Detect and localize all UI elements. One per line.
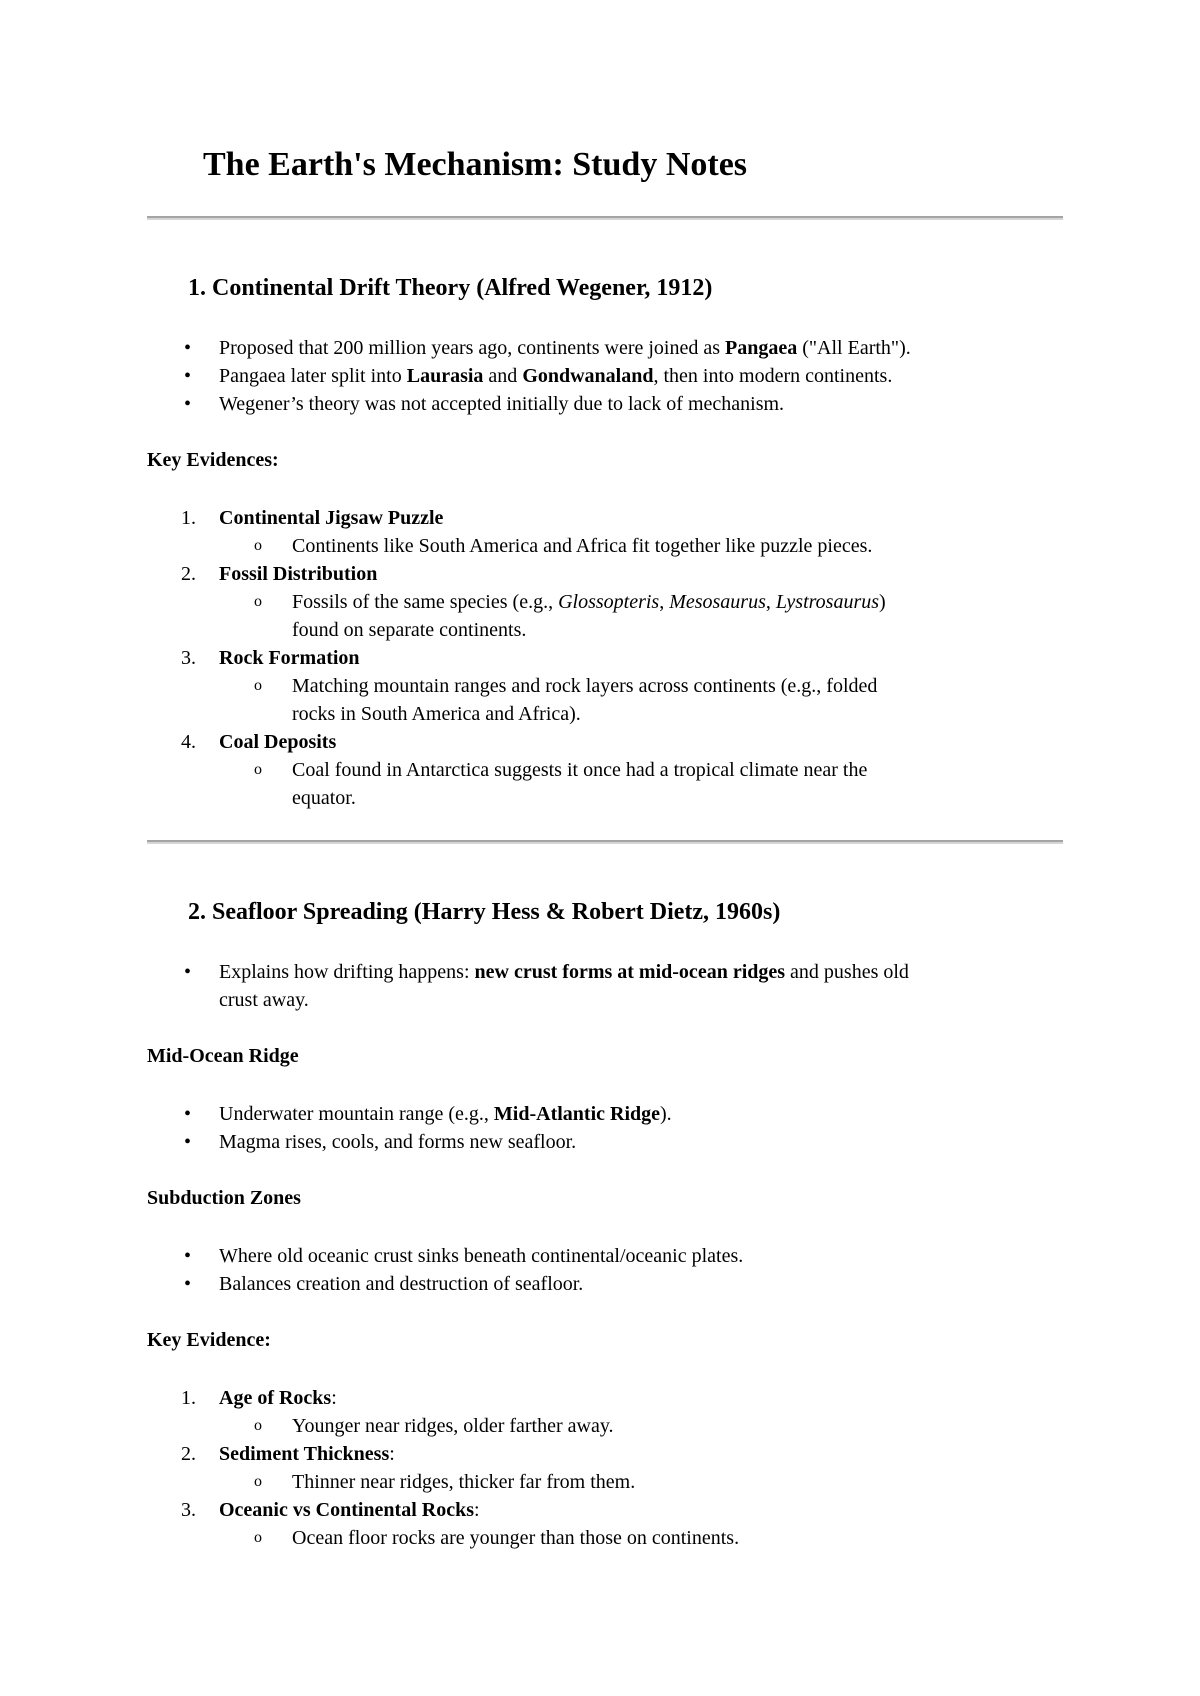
bullet-item: Balances creation and destruction of seafloor. [219,1273,584,1295]
subheading: Subduction Zones [147,1187,301,1209]
bullet-item: Where old oceanic crust sinks beneath continental/oceanic plates. [219,1245,744,1267]
section-heading: 1. Continental Drift Theory (Alfred Wegener, 1912) [188,275,713,301]
page-title: The Earth's Mechanism: Study Notes [203,146,748,183]
section-heading: 2. Seafloor Spreading (Harry Hess & Robert Dietz, 1960s) [188,899,781,925]
evidence-detail: Coal found in Antarctica suggests it once had a tropical climate near the [292,759,868,781]
bullet-glyph: • [184,1273,192,1295]
evidence-detail: equator. [292,787,356,809]
bullet-glyph: • [184,961,192,983]
divider [147,216,1063,220]
evidence-title: Sediment Thickness: [219,1443,395,1465]
evidence-title: Fossil Distribution [219,563,378,585]
sub-bullet-glyph: o [254,593,262,610]
evidence-detail: Ocean floor rocks are younger than those on continents. [292,1527,740,1549]
list-number: 1. [181,507,196,529]
sub-bullet-glyph: o [254,761,262,778]
bullet-glyph: • [184,393,192,415]
list-number: 3. [181,647,196,669]
sub-bullet-glyph: o [254,1473,262,1490]
evidence-title: Continental Jigsaw Puzzle [219,507,444,529]
bullet-item: Pangaea later split into Laurasia and Gondwanaland, then into modern continents. [219,365,893,387]
subheading: Key Evidence: [147,1329,271,1351]
bullet-item: Explains how drifting happens: new crust forms at mid-ocean ridges and pushes old [219,961,909,983]
bullet-glyph: • [184,365,192,387]
bullet-item: Proposed that 200 million years ago, continents were joined as Pangaea ("All Earth"). [219,337,911,359]
list-number: 4. [181,731,196,753]
evidence-title: Rock Formation [219,647,360,669]
list-number: 2. [181,563,196,585]
evidence-detail: Younger near ridges, older farther away. [292,1415,614,1437]
subheading: Key Evidences: [147,449,279,471]
sub-bullet-glyph: o [254,677,262,694]
subheading: Mid-Ocean Ridge [147,1045,299,1067]
list-number: 3. [181,1499,196,1521]
bullet-glyph: • [184,337,192,359]
evidence-detail: Fossils of the same species (e.g., Glossopteris, Mesosaurus, Lystrosaurus) [292,591,886,613]
evidence-detail: Continents like South America and Africa fit together like puzzle pieces. [292,535,873,557]
bullet-item-continued: crust away. [219,989,309,1011]
list-number: 2. [181,1443,196,1465]
evidence-title: Coal Deposits [219,731,337,753]
evidence-detail: Matching mountain ranges and rock layers across continents (e.g., folded [292,675,878,697]
bullet-item: Wegener’s theory was not accepted initially due to lack of mechanism. [219,393,785,415]
evidence-detail: Thinner near ridges, thicker far from them. [292,1471,636,1493]
list-number: 1. [181,1387,196,1409]
bullet-glyph: • [184,1245,192,1267]
sub-bullet-glyph: o [254,1417,262,1434]
evidence-title: Oceanic vs Continental Rocks: [219,1499,480,1521]
bullet-item: Underwater mountain range (e.g., Mid-Atlantic Ridge). [219,1103,672,1125]
evidence-detail: rocks in South America and Africa). [292,703,581,725]
bullet-glyph: • [184,1131,192,1153]
sub-bullet-glyph: o [254,537,262,554]
bullet-item: Magma rises, cools, and forms new seafloor. [219,1131,577,1153]
sub-bullet-glyph: o [254,1529,262,1546]
evidence-title: Age of Rocks: [219,1387,337,1409]
bullet-glyph: • [184,1103,192,1125]
divider [147,840,1063,844]
evidence-detail: found on separate continents. [292,619,527,641]
